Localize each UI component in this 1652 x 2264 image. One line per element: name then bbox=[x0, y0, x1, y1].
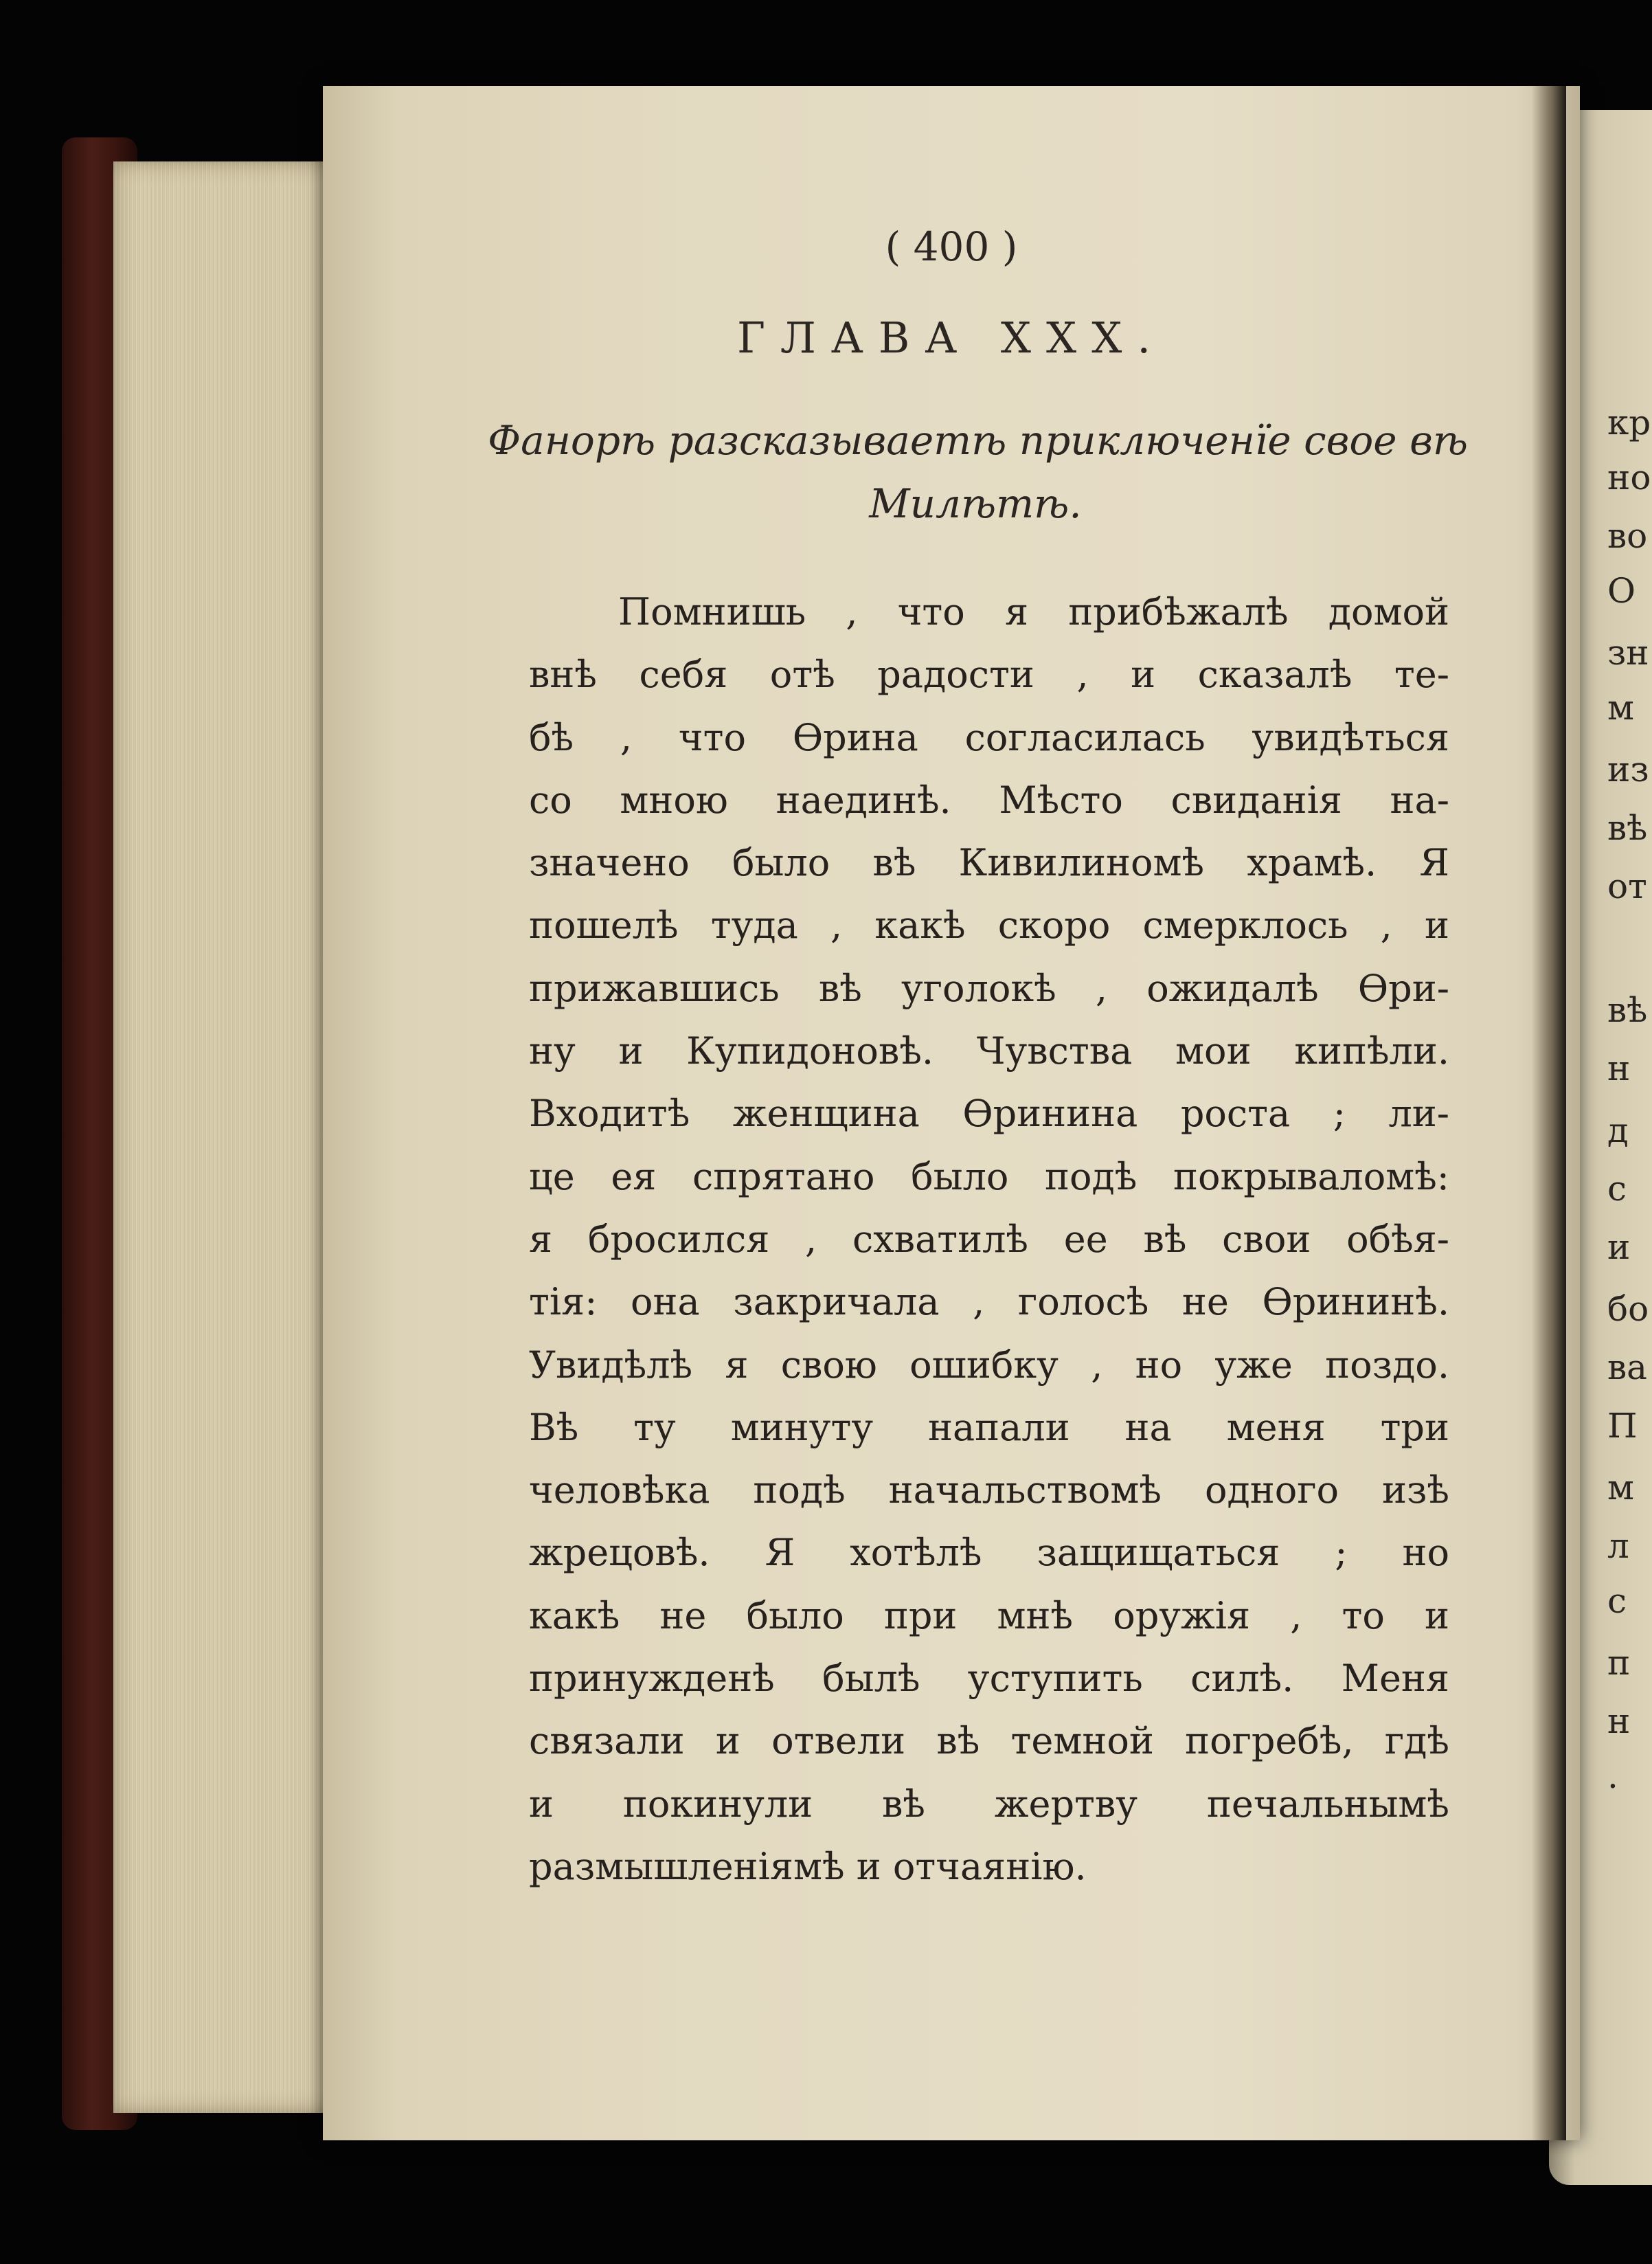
text-line: принужденѣ былѣ уступить силѣ. Меня bbox=[529, 1657, 1449, 1701]
page-number: ( 400 ) bbox=[885, 223, 1018, 270]
book-page bbox=[323, 86, 1580, 2140]
next-page-line-start: из bbox=[1607, 750, 1649, 789]
text-line: значено было вѣ Кивилиномѣ храмѣ. Я bbox=[529, 841, 1449, 885]
page-stack-edge bbox=[113, 161, 350, 2113]
next-page-line-start: П bbox=[1607, 1406, 1638, 1446]
next-page-line-start: вѣ bbox=[1607, 808, 1648, 848]
text-line: я бросился , схватилѣ ее вѣ свои обѣя- bbox=[529, 1217, 1449, 1261]
next-page-line-start: и bbox=[1607, 1227, 1631, 1267]
next-page-line-start: н bbox=[1607, 1701, 1631, 1741]
text-line: какѣ не было при мнѣ оружія , то и bbox=[529, 1593, 1449, 1637]
next-page-line-start: м bbox=[1607, 1468, 1634, 1508]
next-page-line-start: п bbox=[1607, 1643, 1631, 1683]
next-page-line-start: но bbox=[1607, 458, 1651, 497]
chapter-subtitle bbox=[488, 409, 1469, 535]
next-page-line-start: вѣ bbox=[1607, 990, 1648, 1030]
subtitle-line: Фанорѣ разсказываетѣ приключенїе свое вѣ bbox=[488, 417, 1469, 464]
next-page-line-start: м bbox=[1607, 688, 1634, 728]
text-line: и покинули вѣ жертву печальнымѣ bbox=[529, 1782, 1449, 1826]
subtitle-line: Милѣтѣ. bbox=[869, 480, 1082, 527]
page-gutter-shadow bbox=[1532, 86, 1566, 2140]
text-line: связали и отвели вѣ темной погребѣ, гдѣ bbox=[529, 1719, 1449, 1763]
text-line: жрецовѣ. Я хотѣлѣ защищаться ; но bbox=[529, 1531, 1449, 1575]
next-page-line-start: ва bbox=[1607, 1347, 1647, 1387]
next-page-line-start: с bbox=[1607, 1169, 1627, 1209]
next-page-line-start: кр bbox=[1607, 403, 1651, 442]
text-line: внѣ себя отѣ радости , и сказалѣ те- bbox=[529, 653, 1449, 697]
body-text bbox=[529, 581, 1449, 1898]
text-line: тія: она закричала , голосѣ не Өрининѣ. bbox=[529, 1280, 1449, 1324]
text-line: це ея спрятано было подѣ покрываломѣ: bbox=[529, 1154, 1449, 1198]
text-line: размышленіямѣ и отчаянію. bbox=[529, 1844, 1087, 1888]
text-line: Вѣ ту минуту напали на меня три bbox=[529, 1405, 1449, 1449]
text-line: пошелѣ туда , какѣ скоро смерклось , и bbox=[529, 904, 1449, 948]
next-page-line-start: О bbox=[1607, 571, 1636, 611]
text-line: Увидѣлѣ я свою ошибку , но уже поздо. bbox=[529, 1343, 1449, 1387]
text-line: человѣка подѣ начальствомѣ одного изѣ bbox=[529, 1468, 1449, 1512]
next-page-line-start: н bbox=[1607, 1049, 1631, 1088]
text-line: бѣ , что Өрина согласилась увидѣться bbox=[529, 715, 1449, 759]
next-page-line-start: от bbox=[1607, 866, 1647, 906]
next-page-line-start: с bbox=[1607, 1581, 1627, 1621]
chapter-title: ГЛАВА XXX. bbox=[736, 313, 1166, 363]
text-line: Помнишь , что я прибѣжалѣ домой bbox=[618, 590, 1449, 634]
next-page-line-start: во bbox=[1607, 516, 1648, 556]
text-line: прижавшись вѣ уголокѣ , ожидалѣ Өри- bbox=[529, 966, 1449, 1010]
text-line: Входитѣ женщина Өринина роста ; ли- bbox=[529, 1092, 1449, 1136]
next-page-line-start: зн bbox=[1607, 633, 1649, 673]
text-line: со мною наединѣ. Мѣсто свиданія на- bbox=[529, 778, 1449, 822]
next-page-line-start: д bbox=[1607, 1110, 1629, 1150]
next-page-line-start: л bbox=[1607, 1526, 1629, 1566]
text-line: ну и Купидоновѣ. Чувства мои кипѣли. bbox=[529, 1029, 1449, 1073]
next-page-line-start: . bbox=[1607, 1756, 1618, 1796]
next-page-line-start: бо bbox=[1607, 1289, 1649, 1329]
